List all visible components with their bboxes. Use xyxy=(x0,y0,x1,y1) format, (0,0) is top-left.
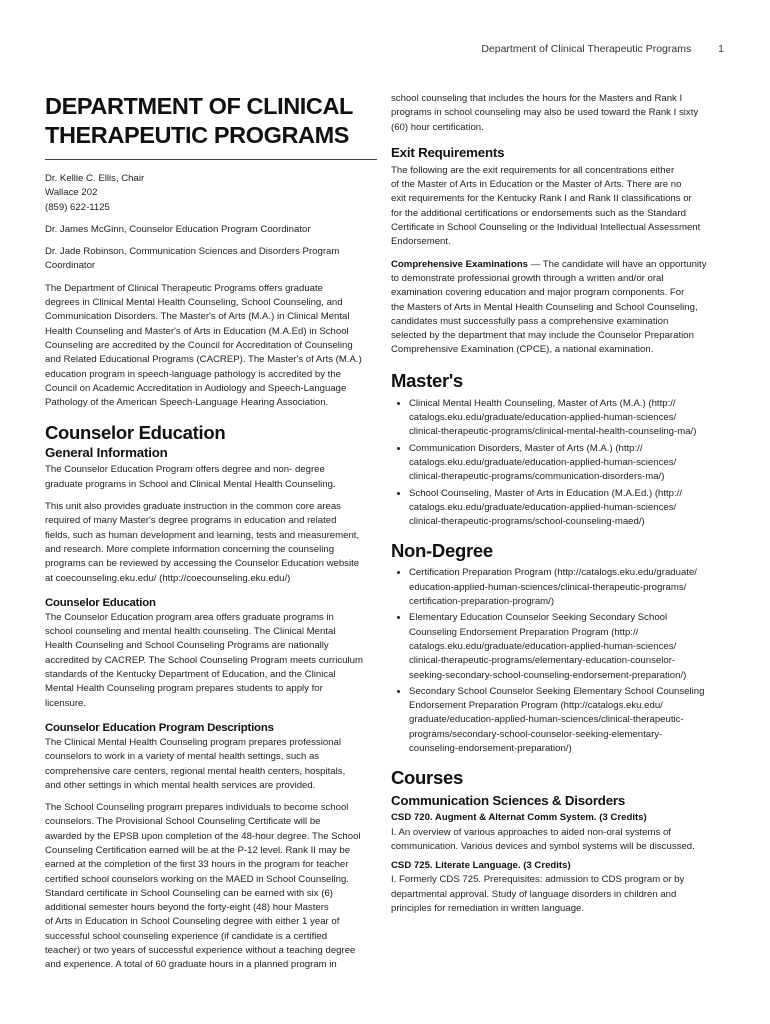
non-degree-heading: Non-Degree xyxy=(391,540,493,562)
general-info-paragraph-1: The Counselor Education Program offers degree and non- degree graduate programs in School and Clinical Mental Health Counseling. xyxy=(45,464,336,490)
list-item[interactable]: • Elementary Education Counselor Seeking Secondary School Counseling Endorsement Preparation Program (http:// catalogs.eku.edu/graduate/education-applied-human-sciences/ clinical-therapeutic-programs/elementary-education-counselor- seeking-secondary-school-counseling-endorsement-preparation/) xyxy=(409,610,725,682)
coordinator-2-line-1: Dr. Jade Robinson, Communication Sciences and Disorders Program xyxy=(45,246,340,258)
page-number: 1 xyxy=(718,43,724,55)
list-item[interactable]: • School Counseling, Master of Arts in Education (M.A.Ed.) (http:// catalogs.eku.edu/graduate/education-applied-human-sciences/ clinical-therapeutic-programs/school-counseling-maed/) xyxy=(409,486,725,530)
masters-list xyxy=(391,396,725,530)
list-item[interactable]: • Clinical Mental Health Counseling, Master of Arts (M.A.) (http:// catalogs.eku.edu/graduate/education-applied-human-sciences/ clinical-therapeutic-programs/clinical-mental-health-counseling-ma/) xyxy=(409,396,725,440)
coordinator-2-line-2: Coordinator xyxy=(45,260,96,272)
program-descriptions-paragraph-2: The School Counseling program prepares individuals to become school counselors. The Provisional School Counseling Certificate will be awarded by the EPSB upon completion of the 48-hour degree. The School Counseling Certification earned will be at the P-12 level. Rank II may be earned at the completion of the first 33 hours in the program for teacher certified school counselors working on the MAED in School Counseling. Standard certificate in School Counseling can be earned with six (6) additional semester hours beyond the forty-eight (48) hour Masters of Arts in Education in School Counseling degree with either 1 year of successful school counseling experience (if candidate is a certified teacher) or two years of successful experience without a teaching degree and experience. A total of 60 graduate hours in a planned program in xyxy=(45,802,361,971)
course-description: I. An overview of various approaches to aided non-oral systems of communication. Various devices and symbol systems will be discussed. xyxy=(391,826,695,852)
course-description: I. Formerly CDS 725. Prerequisites: admission to CDS program or by departmental approval. Study of language disorders in children and principles for remediation in written language. xyxy=(391,874,685,915)
right-column xyxy=(391,92,725,916)
running-title: Department of Clinical Therapeutic Programs xyxy=(481,43,692,55)
continued-paragraph: school counseling that includes the hours for the Masters and Rank I programs in school counseling may also be used toward the Rank I sixty (60) hour certification. xyxy=(391,93,699,133)
left-column xyxy=(45,92,377,973)
courses-heading: Courses xyxy=(391,767,463,789)
chair-phone: (859) 622-1125 xyxy=(45,201,110,213)
counselor-education-paragraph: The Counselor Education program area offers graduate programs in school counseling and mental health counseling. The Clinical Mental Health Counseling and School Counseling Programs are nationally accredited by CACREP. The School Counseling Program meets curriculum standards of the Kentucky Department of Education, and the Clinical Mental Health Counseling program prepares students to apply for licensure. xyxy=(45,611,363,709)
counselor-education-subheading: Counselor Education xyxy=(45,596,156,609)
running-header xyxy=(481,43,724,55)
page-title xyxy=(45,92,377,150)
title-divider xyxy=(45,159,377,160)
exit-requirements-paragraph: The following are the exit requirements for all concentrations either of the Master of Arts in Education or the Master of Arts. There are no exit requirements for the Kentucky Rank I and Rank II classifications or for the additional certifications or endorsements such as the Standard Certificate in School Counseling or the Individual Intellectual Assessment Endorsement. xyxy=(391,164,701,248)
general-information-heading: General Information xyxy=(45,445,168,461)
chair-contact xyxy=(45,172,377,215)
non-degree-list xyxy=(391,565,725,756)
general-info-paragraph-2: This unit also provides graduate instruction in the common core areas required of many Master's degree programs in education and related fields, such as human development and learning, tests and measurement, and research. More complete information concerning the counseling programs can be reviewed by accessing the Counselor Education website at coecounseling.eku.edu/ (http://coecounseling.eku.edu/) xyxy=(45,501,360,584)
intro-paragraph: The Department of Clinical Therapeutic Programs offers graduate degrees in Clinical Mental Health Counseling, School Counseling, and Communication Disorders. The Master's of Arts (M.A.) in Clinical Mental Health Counseling and Master's of Arts in Education (M.A.Ed) in School Counseling are accredited by the Council for Accreditation of Counseling and Related Educational Programs (CACREP). The Master's of Arts (M.A.) education program in speech-language pathology is accredited by the Council on Academic Accreditation in Audiology and Speech-Language Pathology of the American Speech-Language Hearing Association. xyxy=(45,282,362,409)
comprehensive-exams-label: Comprehensive Examinations xyxy=(391,258,529,270)
course-title: CSD 720. Augment & Alternat Comm System. (3 Credits) xyxy=(391,812,647,824)
coordinator-2 xyxy=(45,245,377,274)
comprehensive-exams-paragraph: Comprehensive Examinations — The candidate will have an opportunity to demonstrate professional growth through a written and/or oral examination covering education and major program components. For the Masters of Arts in Mental Health Counseling and School Counseling, candidates must successfully pass a comprehensive examination selected by the department that may include the Counselor Preparation Comprehensive Examination (CPCE), a national examination. xyxy=(391,258,707,356)
masters-heading: Master's xyxy=(391,369,463,391)
course-title: CSD 725. Literate Language. (3 Credits) xyxy=(391,860,571,872)
list-item[interactable]: • Communication Disorders, Master of Arts (M.A.) (http:// catalogs.eku.edu/graduate/education-applied-human-sciences/ clinical-therapeutic-programs/communication-disorders-ma/) xyxy=(409,441,725,485)
list-item[interactable]: • Secondary School Counselor Seeking Elementary School Counseling Endorsement Preparation Program (http://catalogs.eku.edu/ graduate/education-applied-human-sciences/clinical-therapeutic- programs/secondary-school-counselor-seeking-elementary- counseling-endorsement-preparation/) xyxy=(409,684,725,756)
chair-name: Dr. Kellie C. Ellis, Chair xyxy=(45,173,145,184)
list-item[interactable]: • Certification Preparation Program (http://catalogs.eku.edu/graduate/ education-applied-human-sciences/clinical-therapeutic-programs/ certification-preparation-program/) xyxy=(409,565,725,609)
page-title-line-1: DEPARTMENT OF CLINICAL xyxy=(45,93,353,119)
coordinator-1: Dr. James McGinn, Counselor Education Program Coordinator xyxy=(45,223,311,235)
exit-requirements-heading: Exit Requirements xyxy=(391,144,505,160)
chair-office: Wallace 202 xyxy=(45,187,98,199)
program-descriptions-paragraph-1: The Clinical Mental Health Counseling program prepares professional counselors to work in a variety of mental health settings, such as comprehensive care centers, regional mental health centers, hospitals, and other settings in which mental health services are provided. xyxy=(45,736,346,791)
page-title-line-2: THERAPEUTIC PROGRAMS xyxy=(45,122,350,148)
counselor-education-heading: Counselor Education xyxy=(45,422,226,444)
csd-heading: Communication Sciences & Disorders xyxy=(391,793,626,809)
program-descriptions-subheading: Counselor Education Program Descriptions xyxy=(45,721,274,734)
